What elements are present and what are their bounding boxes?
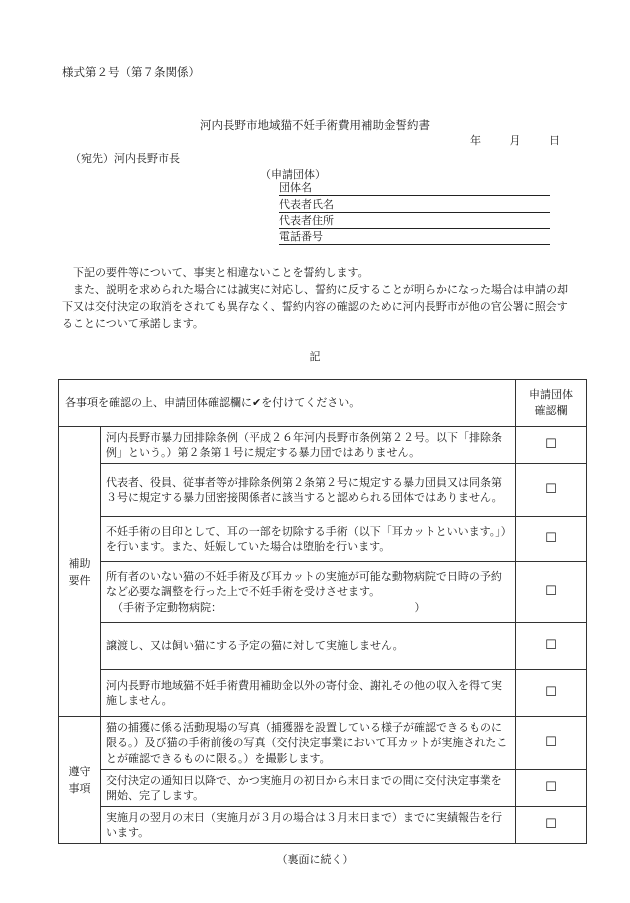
confirm-header-line2: 確認欄 <box>534 404 568 417</box>
table-row <box>59 623 587 670</box>
compliance-checkbox-1[interactable] <box>516 717 587 770</box>
date-row <box>470 132 560 148</box>
checkbox-icon: ☐ <box>545 531 557 547</box>
instruction-after: を付けてください。 <box>261 396 361 410</box>
category-compliance-line2: 事項 <box>68 782 91 795</box>
requirement-text: 不妊手術の目印として、耳の一部を切除する手術（以下「耳カットといいます。」）を行います。また、妊娠していた場合は堕胎を行います。 <box>106 524 507 553</box>
compliance-checkbox-2[interactable] <box>516 770 587 807</box>
confirm-column-header <box>516 380 587 427</box>
requirement-checkbox-4[interactable] <box>516 562 587 623</box>
pledge-text <box>62 264 570 332</box>
date-month: 月 <box>509 134 521 147</box>
table-row <box>59 517 587 562</box>
requirement-text: 河内長野市暴力団排除条例（平成２６年河内長野市条例第２２号。以下「排除条例」という。）第２条第１号に規定する暴力団ではありません。 <box>106 430 502 459</box>
group-name-label: 団体名 <box>279 181 312 194</box>
group-name-field[interactable] <box>279 180 550 196</box>
representative-address-label: 代表者住所 <box>279 214 334 227</box>
check-mark-icon: ✔ <box>252 396 262 410</box>
compliance-item-1 <box>101 717 516 770</box>
checkbox-icon: ☐ <box>545 584 557 600</box>
date-year: 年 <box>470 134 481 147</box>
hospital-field[interactable]: （手術予定動物病院： ） <box>112 600 426 614</box>
instruction-before: 各事項を確認の上、申請団体確認欄に <box>65 396 252 410</box>
checkbox-icon: ☐ <box>545 685 557 701</box>
applicant-label: （申請団体） <box>260 168 326 181</box>
requirement-item-4 <box>101 562 516 623</box>
table-instruction <box>59 380 516 427</box>
phone-number-field[interactable] <box>279 229 550 245</box>
table-row <box>59 464 587 517</box>
requirement-checkbox-6[interactable] <box>516 670 587 717</box>
compliance-checkbox-3[interactable] <box>516 807 587 844</box>
requirement-text: 所有者のいない猫の不妊手術及び耳カットの実施が可能な動物病院で日時の予約など必要な調整を行った上で不妊手術を受けさせます。 <box>106 569 502 599</box>
table-row <box>59 717 587 770</box>
checkbox-icon: ☐ <box>545 817 557 833</box>
table-header-row <box>59 380 587 427</box>
pledge-line-1: 下記の要件等について、事実と相違ないことを誓約します。 <box>73 266 369 279</box>
requirement-item-2 <box>101 464 516 517</box>
requirement-text: 譲渡し、又は飼い猫にする予定の猫に対して実施しません。 <box>106 639 404 653</box>
addressee: （宛先）河内長野市長 <box>70 152 180 165</box>
phone-number-label: 電話番号 <box>279 230 323 243</box>
checkbox-icon: ☐ <box>545 638 557 654</box>
compliance-text: 実施月の翌月の末日（実施月が３月の場合は３月末日まで）までに実績報告を行います。 <box>106 810 502 839</box>
date-day: 日 <box>549 134 560 147</box>
continued-note: （裏面に続く） <box>276 853 354 866</box>
requirement-item-6 <box>101 670 516 717</box>
ki-heading: 記 <box>309 350 321 363</box>
requirement-item-3 <box>101 517 516 562</box>
requirement-text: 河内長野市地域猫不妊手術費用補助金以外の寄付金、謝礼その他の収入を得て実施しません。 <box>106 678 502 707</box>
category-requirements-line2: 要件 <box>68 573 91 587</box>
form-number: 様式第２号（第７条関係） <box>62 65 200 79</box>
table-row <box>59 770 587 807</box>
requirement-checkbox-5[interactable] <box>516 623 587 670</box>
compliance-item-2 <box>101 770 516 807</box>
table-row <box>59 670 587 717</box>
representative-address-field[interactable] <box>279 213 550 229</box>
requirements-table <box>58 379 587 844</box>
requirement-checkbox-1[interactable] <box>516 427 587 464</box>
table-row <box>59 427 587 464</box>
table-row <box>59 562 587 623</box>
checkbox-icon: ☐ <box>545 735 557 751</box>
table-row <box>59 807 587 844</box>
checkbox-icon: ☐ <box>545 437 557 453</box>
category-requirements-line1: 補助 <box>68 556 91 570</box>
requirement-item-1 <box>101 427 516 464</box>
compliance-item-3 <box>101 807 516 844</box>
representative-name-field[interactable] <box>279 197 550 213</box>
requirement-checkbox-3[interactable] <box>516 517 587 562</box>
requirement-text: 代表者、役員、従事者等が排除条例第２条第２号に規定する暴力団員又は同条第３号に規定する暴力団密接関係者に該当すると認められる団体ではありません。 <box>106 475 503 504</box>
representative-name-label: 代表者氏名 <box>279 198 334 211</box>
requirement-checkbox-2[interactable] <box>516 464 587 517</box>
pledge-line-2: また、説明を求められた場合には誠実に対応し、誓約に反することが明らかになった場合は申請の却下又は交付決定の取消をされても異存なく、誓約内容の確認のために河内長野市が他の官公署に照会することについて承諾します。 <box>62 283 568 330</box>
compliance-text: 猫の捕獲に係る活動現場の写真（捕獲器を設置している様子が確認できるものに限る。）及び猫の手術前後の写真（交付決定事業において耳カットが実施されたことが確認できるものに限る。）を撮影します。 <box>106 720 508 765</box>
checkbox-icon: ☐ <box>545 780 557 796</box>
category-compliance-line1: 遵守 <box>68 765 91 778</box>
document-title: 河内長野市地域猫不妊手術費用補助金誓約書 <box>200 118 430 132</box>
checkbox-icon: ☐ <box>545 482 557 498</box>
category-requirements <box>59 427 101 717</box>
category-compliance <box>59 717 101 844</box>
compliance-text: 交付決定の通知日以降で、かつ実施月の初日から末日までの間に交付決定事業を開始、完了します。 <box>106 773 502 802</box>
requirement-item-5 <box>101 623 516 670</box>
confirm-header-line1: 申請団体 <box>529 388 573 401</box>
